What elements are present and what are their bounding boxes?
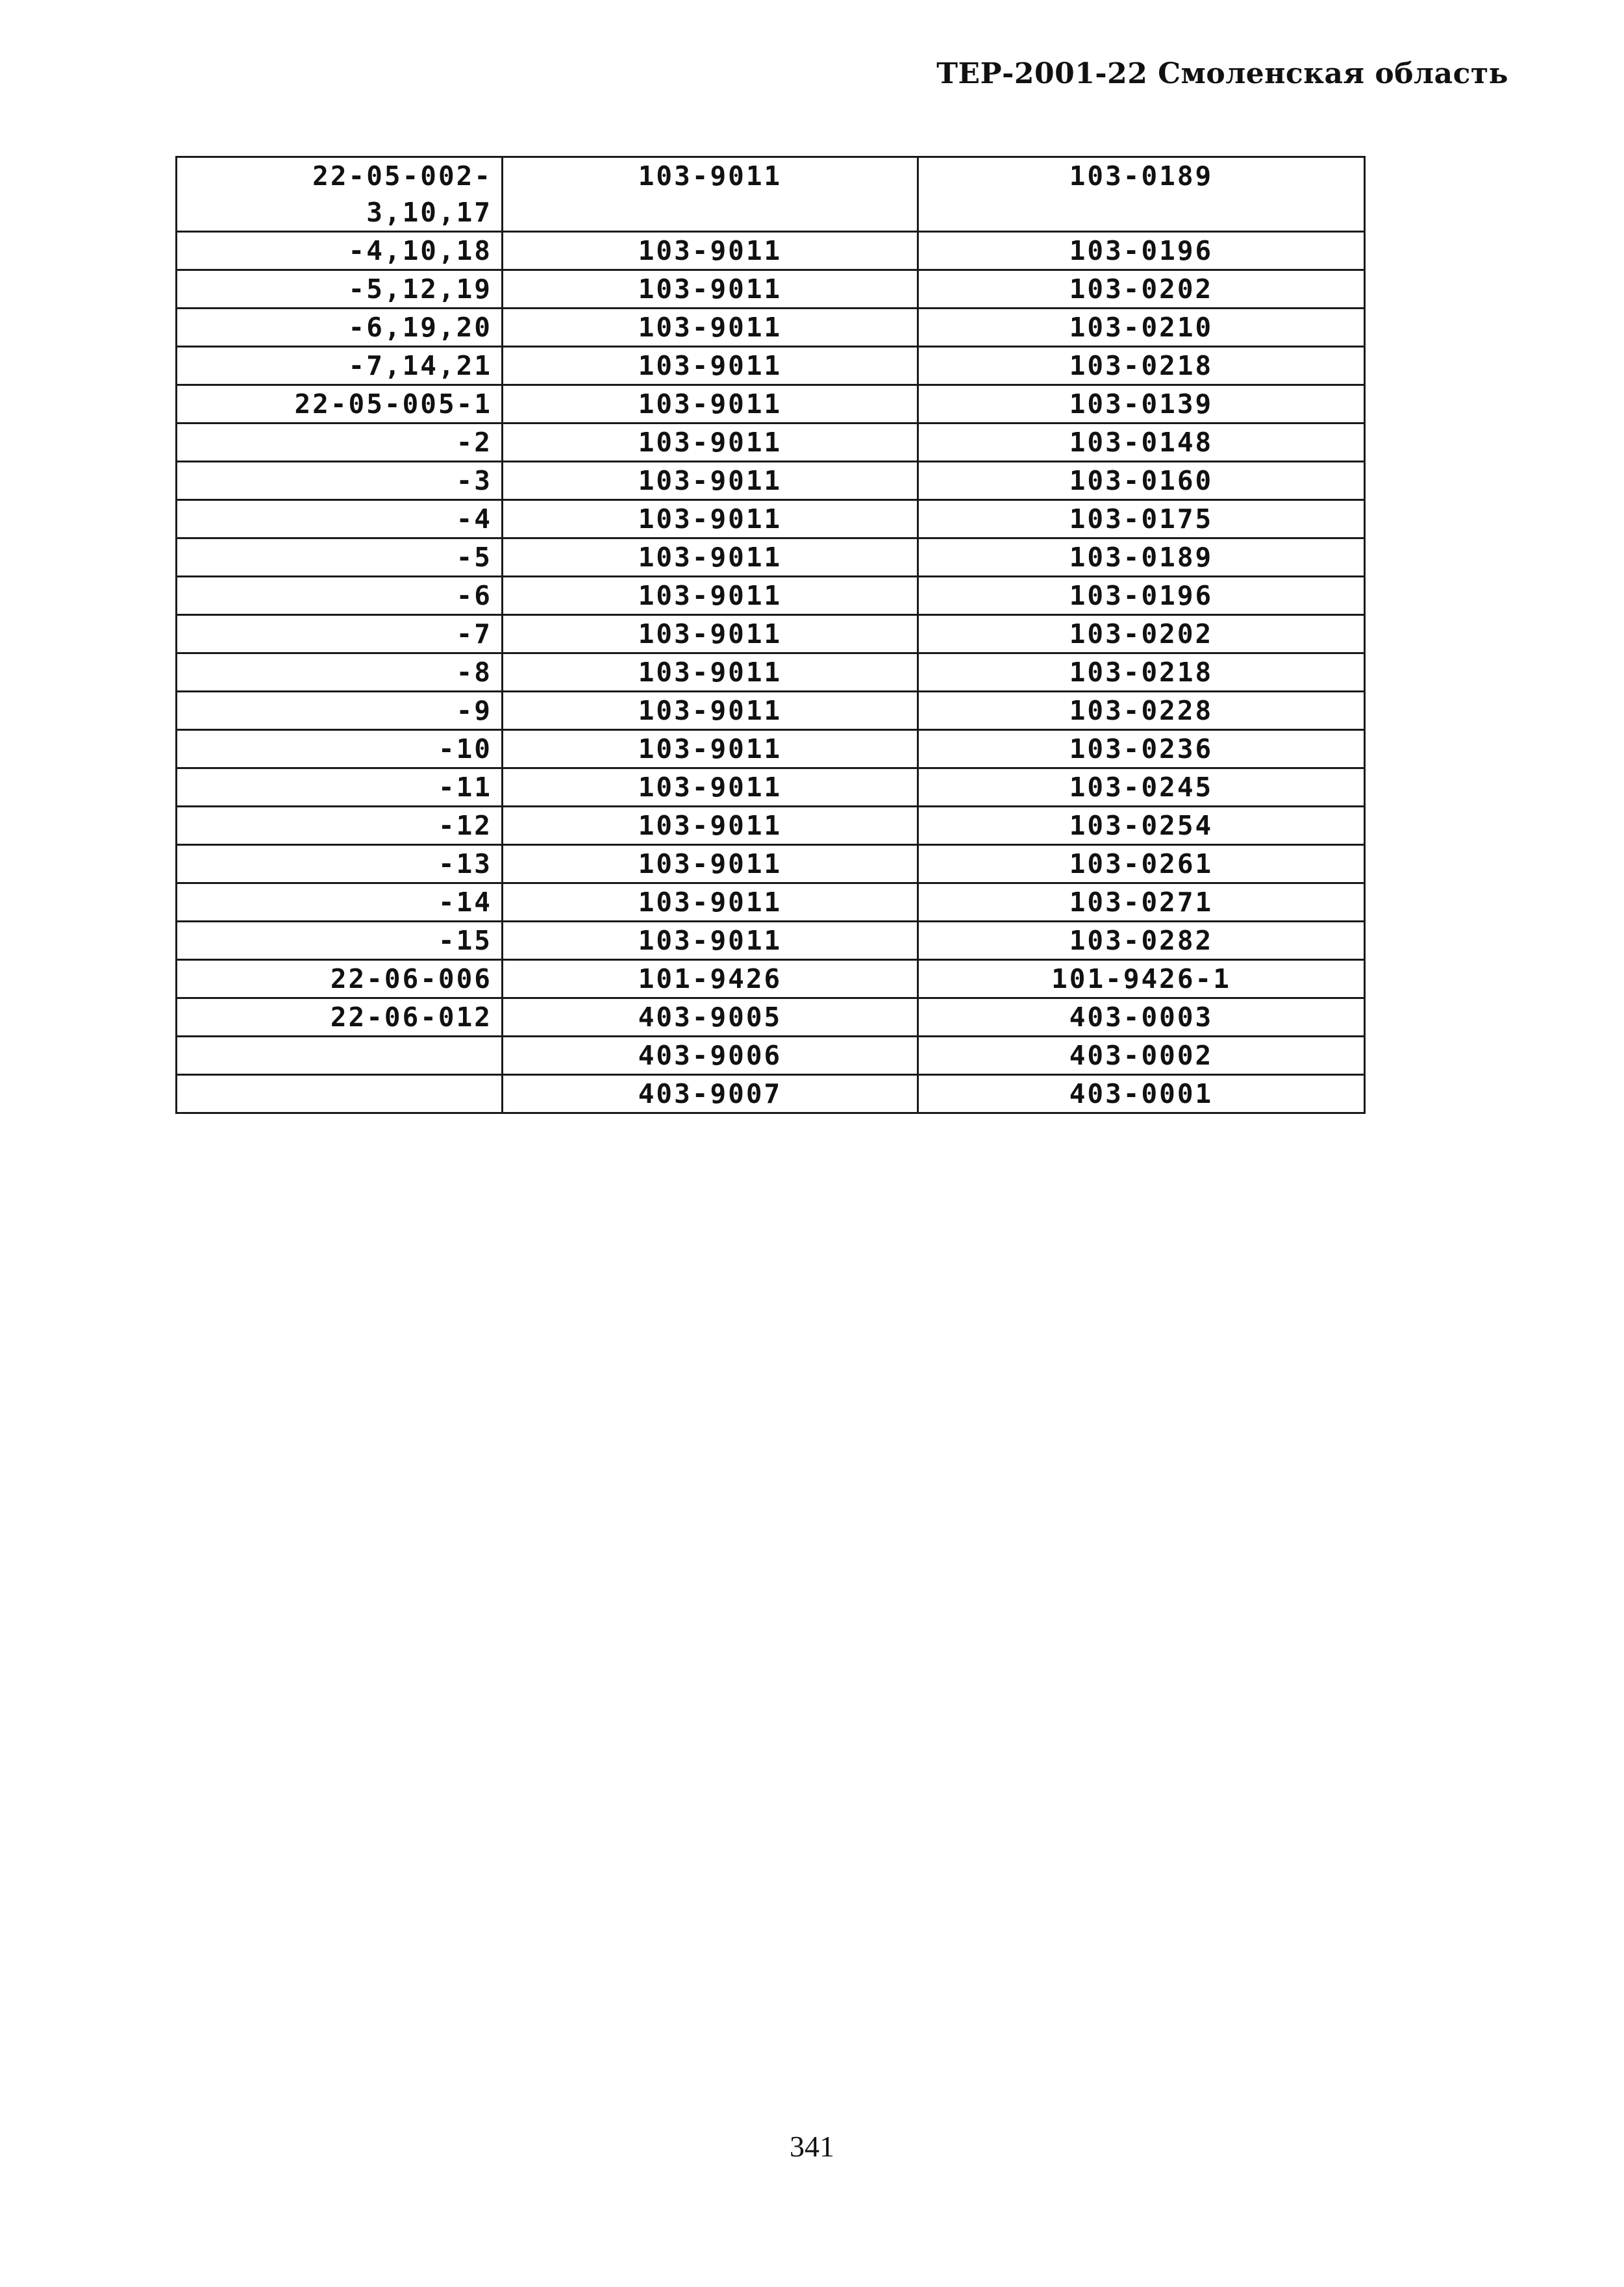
row-code-cell: -6 [177,577,503,615]
row-project-cell: 403-9007 [503,1075,918,1113]
running-header: ТЕР-2001-22 Смоленская область [936,57,1508,90]
codes-table-body [177,157,1365,1113]
row-code-cell: -2 [177,423,503,462]
row-code-cell: -11 [177,768,503,807]
table-row [177,1037,1365,1075]
row-code-cell: -13 [177,845,503,883]
row-replacement-cell: 103-0202 [918,270,1365,309]
row-project-cell: 101-9426 [503,960,918,998]
page-number: 341 [790,2130,834,2163]
row-code-cell [177,1037,503,1075]
row-project-cell: 103-9011 [503,462,918,500]
table-row [177,768,1365,807]
row-project-cell: 103-9011 [503,577,918,615]
table-row [177,730,1365,768]
row-replacement-cell: 103-0148 [918,423,1365,462]
row-replacement-cell: 103-0218 [918,653,1365,692]
row-project-cell: 103-9011 [503,692,918,730]
table-row [177,883,1365,922]
row-replacement-cell: 103-0196 [918,577,1365,615]
row-code-cell: 22-05-005-1 [177,385,503,423]
row-code-cell: -6,19,20 [177,309,503,347]
row-replacement-cell: 103-0202 [918,615,1365,653]
table-row [177,960,1365,998]
row-code-cell: -3 [177,462,503,500]
row-code-cell: 22-05-002- 3,10,17 [177,157,503,232]
table-row [177,845,1365,883]
row-project-cell: 103-9011 [503,922,918,960]
row-replacement-cell: 103-0282 [918,922,1365,960]
row-code-cell: 22-06-006 [177,960,503,998]
row-project-cell: 103-9011 [503,347,918,385]
row-code-cell: -15 [177,922,503,960]
table-row [177,653,1365,692]
row-project-cell: 103-9011 [503,615,918,653]
row-project-cell: 103-9011 [503,807,918,845]
table-row [177,500,1365,538]
row-code-cell [177,1075,503,1113]
row-project-cell: 403-9005 [503,998,918,1037]
row-replacement-cell: 103-0236 [918,730,1365,768]
row-replacement-cell: 403-0001 [918,1075,1365,1113]
table-row [177,232,1365,270]
table-row [177,157,1365,232]
row-project-cell: 103-9011 [503,309,918,347]
row-code-cell: -5 [177,538,503,577]
row-code-cell: -7 [177,615,503,653]
table-row [177,998,1365,1037]
row-project-cell: 103-9011 [503,500,918,538]
row-code-cell: -14 [177,883,503,922]
row-code-cell: -4,10,18 [177,232,503,270]
row-project-cell: 103-9011 [503,768,918,807]
row-code-cell: -10 [177,730,503,768]
row-project-cell: 103-9011 [503,730,918,768]
table-container [175,156,1364,1114]
row-code-cell: -5,12,19 [177,270,503,309]
table-row [177,347,1365,385]
row-replacement-cell: 103-0196 [918,232,1365,270]
row-code-cell: -12 [177,807,503,845]
row-replacement-cell: 103-0254 [918,807,1365,845]
row-project-cell: 103-9011 [503,845,918,883]
row-project-cell: 103-9011 [503,423,918,462]
row-replacement-cell: 103-0210 [918,309,1365,347]
row-replacement-cell: 103-0189 [918,157,1365,232]
table-row [177,1075,1365,1113]
row-project-cell: 103-9011 [503,883,918,922]
row-project-cell: 103-9011 [503,538,918,577]
row-code-cell: -9 [177,692,503,730]
row-code-cell: -4 [177,500,503,538]
row-code-cell: 22-06-012 [177,998,503,1037]
row-project-cell: 103-9011 [503,232,918,270]
table-row [177,385,1365,423]
table-row [177,692,1365,730]
table-row [177,270,1365,309]
row-project-cell: 103-9011 [503,157,918,232]
row-replacement-cell: 103-0245 [918,768,1365,807]
table-row [177,922,1365,960]
row-project-cell: 403-9006 [503,1037,918,1075]
row-replacement-cell: 103-0218 [918,347,1365,385]
row-replacement-cell: 101-9426-1 [918,960,1365,998]
row-replacement-cell: 103-0189 [918,538,1365,577]
codes-table [175,156,1366,1114]
table-row [177,462,1365,500]
row-replacement-cell: 103-0261 [918,845,1365,883]
table-row [177,577,1365,615]
row-project-cell: 103-9011 [503,653,918,692]
row-project-cell: 103-9011 [503,385,918,423]
row-replacement-cell: 103-0139 [918,385,1365,423]
row-replacement-cell: 103-0271 [918,883,1365,922]
table-row [177,538,1365,577]
row-replacement-cell: 103-0160 [918,462,1365,500]
row-replacement-cell: 403-0002 [918,1037,1365,1075]
table-row [177,615,1365,653]
row-code-cell: -7,14,21 [177,347,503,385]
row-replacement-cell: 103-0228 [918,692,1365,730]
table-row [177,309,1365,347]
row-replacement-cell: 403-0003 [918,998,1365,1037]
table-row [177,807,1365,845]
row-replacement-cell: 103-0175 [918,500,1365,538]
row-code-cell: -8 [177,653,503,692]
table-row [177,423,1365,462]
row-project-cell: 103-9011 [503,270,918,309]
